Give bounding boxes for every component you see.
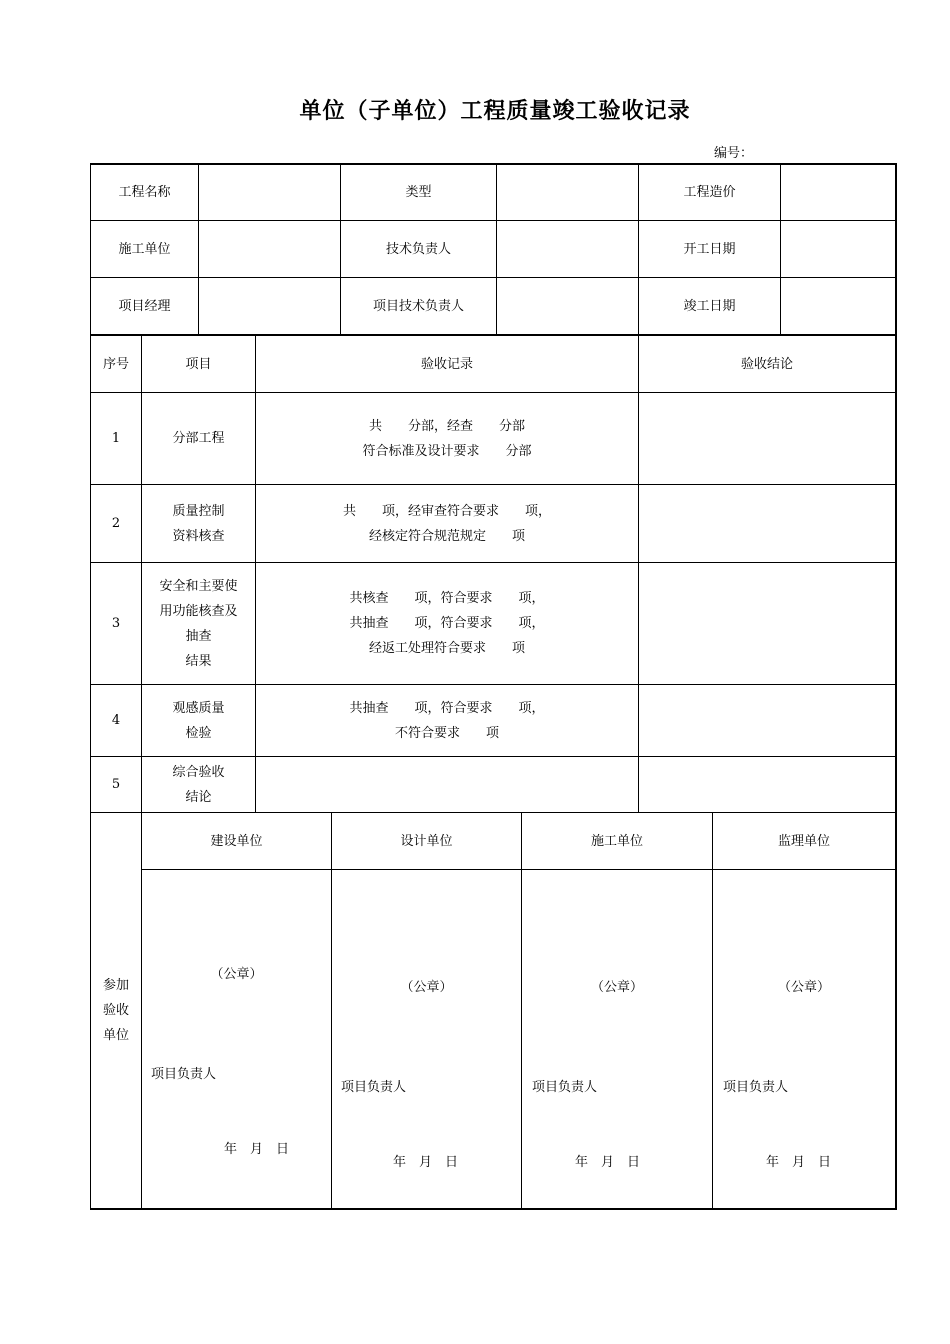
- side-label-line: 单位: [102, 1028, 129, 1043]
- seq-header: 序号: [102, 356, 129, 372]
- record-line: 共核查 项，符合要求 项，: [349, 591, 545, 606]
- manager-label: 项目经理: [118, 298, 171, 314]
- row-seq: 1: [111, 431, 121, 446]
- row-conclusion[interactable]: [639, 485, 895, 562]
- person-label: 项目负责人: [341, 1080, 407, 1095]
- item-line: 观感质量: [172, 700, 225, 716]
- row-record[interactable]: [256, 685, 638, 756]
- project-name-field[interactable]: [199, 164, 340, 220]
- row-conclusion[interactable]: [639, 393, 895, 484]
- record-line: 符合标准及设计要求 分部: [362, 443, 532, 459]
- record-line: 不符合要求 项: [394, 725, 499, 741]
- date-label: 年 月 日: [393, 1155, 459, 1170]
- unit-name-contractor: 施工单位: [590, 833, 643, 849]
- row-item: [142, 393, 255, 484]
- record-line: 共 项，经审查符合要求 项，: [342, 503, 551, 519]
- item-line: 检验: [185, 725, 212, 741]
- seal-label: （公章）: [590, 980, 643, 995]
- row-item: [142, 685, 255, 756]
- date-label: 年 月 日: [224, 1142, 290, 1157]
- row-item: [142, 757, 255, 812]
- conclusion-header: 验收结论: [740, 356, 793, 372]
- person-label: 项目负责人: [532, 1080, 598, 1095]
- unit-name-construction: 建设单位: [210, 833, 263, 849]
- tech-lead-field[interactable]: [497, 221, 638, 277]
- row-seq: 5: [111, 777, 121, 792]
- record-line: 共抽查 项，符合要求 项，: [349, 616, 545, 631]
- seal-label: （公章）: [210, 967, 263, 982]
- page-title: 单位（子单位）工程质量竣工验收记录: [299, 99, 691, 124]
- row-conclusion[interactable]: [639, 757, 895, 812]
- item-line: 抽查: [185, 628, 212, 644]
- row-seq: 3: [111, 616, 121, 631]
- record-line: 共抽查 项，符合要求 项，: [349, 700, 545, 716]
- side-label-line: 验收: [102, 1003, 129, 1018]
- person-label: 项目负责人: [151, 1067, 217, 1082]
- row-conclusion[interactable]: [639, 563, 895, 684]
- row-item: [142, 563, 255, 684]
- row-record[interactable]: [256, 485, 638, 562]
- item-line: 安全和主要使: [159, 578, 238, 594]
- manager-field[interactable]: [199, 278, 340, 334]
- participants-side-label: [91, 813, 141, 1208]
- record-line: 共 分部，经查 分部: [368, 418, 525, 434]
- completion-date-field[interactable]: [781, 278, 895, 334]
- record-line: 经核定符合规范规定 项: [368, 528, 525, 544]
- side-label-line: 参加: [102, 978, 129, 993]
- record-header: 验收记录: [420, 356, 473, 372]
- item-line: 分部工程: [172, 431, 225, 446]
- seal-label: （公章）: [777, 980, 830, 995]
- date-label: 年 月 日: [766, 1155, 832, 1170]
- item-line: 质量控制: [172, 503, 225, 519]
- row-record[interactable]: [256, 393, 638, 484]
- row-seq: 2: [111, 516, 121, 531]
- type-label: 类型: [405, 184, 432, 200]
- unit-name-supervision: 监理单位: [777, 833, 830, 849]
- doc-number-label: 编号：: [714, 146, 754, 161]
- completion-date-label: 竣工日期: [683, 298, 736, 314]
- row-conclusion[interactable]: [639, 685, 895, 756]
- item-line: 结论: [185, 789, 212, 805]
- start-date-field[interactable]: [781, 221, 895, 277]
- cost-field[interactable]: [781, 164, 895, 220]
- date-label: 年 月 日: [575, 1155, 641, 1170]
- unit-name-design: 设计单位: [400, 833, 453, 849]
- contractor-field[interactable]: [199, 221, 340, 277]
- contractor-label: 施工单位: [118, 241, 171, 257]
- project-tech-lead-label: 项目技术负责人: [372, 298, 464, 314]
- seal-label: （公章）: [400, 980, 453, 995]
- item-line: 结果: [185, 653, 212, 669]
- start-date-label: 开工日期: [683, 241, 736, 257]
- row-record[interactable]: [256, 757, 638, 812]
- cost-label: 工程造价: [683, 184, 736, 200]
- record-line: 经返工处理符合要求 项: [368, 641, 525, 656]
- item-header: 项目: [185, 356, 212, 372]
- item-line: 用功能核查及: [159, 603, 238, 619]
- type-field[interactable]: [497, 164, 638, 220]
- row-seq: 4: [111, 713, 121, 728]
- item-line: 综合验收: [172, 764, 225, 780]
- tech-lead-label: 技术负责人: [385, 241, 451, 257]
- person-label: 项目负责人: [723, 1080, 789, 1095]
- row-record[interactable]: [256, 563, 638, 684]
- item-line: 资料核查: [172, 528, 225, 544]
- row-item: [142, 485, 255, 562]
- project-name-label: 工程名称: [118, 184, 171, 200]
- project-tech-lead-field[interactable]: [497, 278, 638, 334]
